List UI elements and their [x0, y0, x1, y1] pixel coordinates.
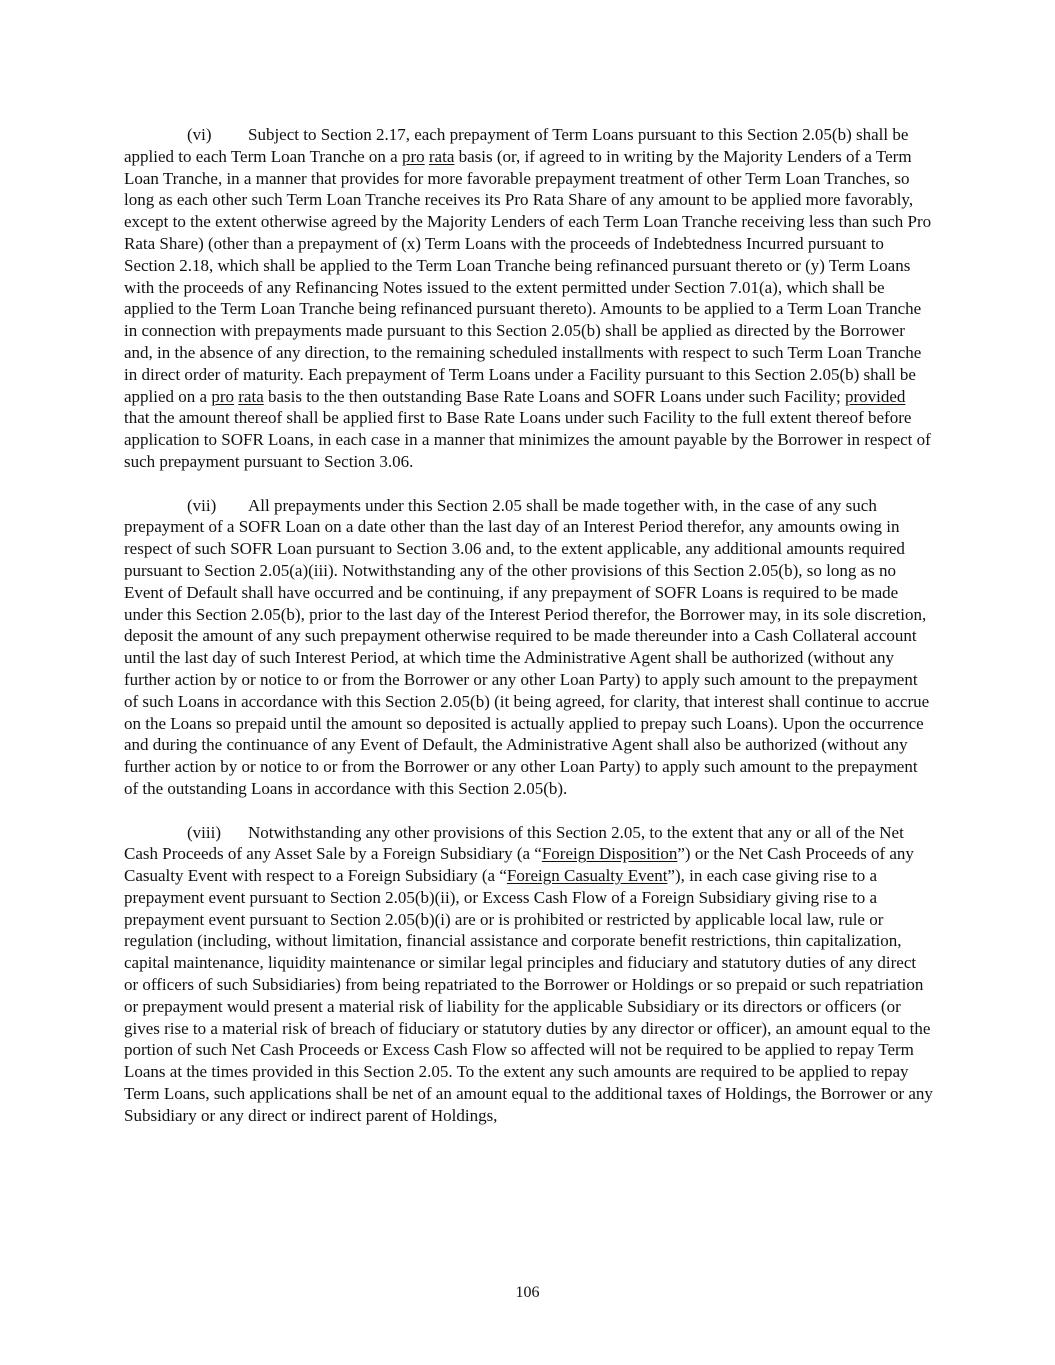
paragraph-text: Notwithstanding any other provisions of this Section 2.05, to the extent that any or all of the Net Cash Proceeds of any Asset Sale by a Foreign Subsidiary (a “ [124, 822, 904, 864]
paragraph-text: that the amount thereof shall be applied first to Base Rate Loans under such Facility to the full extent thereof before application to SOFR Loans, in each case in a manner that minimizes the amount payable by the Borrower in respect of such prepayment pursuant to Section 3.06. [124, 408, 931, 471]
paragraph-text: basis to the then outstanding Base Rate Loans and SOFR Loans under such Facility; [263, 386, 845, 406]
paragraph-text: ”) or the Net Cash Proceeds of any Casualty Event with respect to a Foreign Subsidiary (a “ [124, 844, 914, 886]
paragraph-viii [124, 822, 934, 1127]
page-number: 106 [515, 1284, 540, 1301]
paragraph-number: (viii) [187, 822, 221, 842]
paragraph-text: Subject to Section 2.17, each prepayment of Term Loans pursuant to this Section 2.05(b) shall be applied to each Term Loan Tranche on a [124, 125, 909, 166]
underlined-term: rata [238, 386, 264, 406]
paragraph-vi [124, 124, 934, 473]
document-page [124, 124, 934, 1148]
underlined-term: rata [428, 146, 455, 166]
underlined-term: provided [844, 386, 906, 406]
paragraph-text: basis (or, if agreed to in writing by the Majority Lenders of a Term Loan Tranche, in a manner that provides for more favorable prepayment treatment of other Term Loan Tranches, so long as each other such Term Loan Tranche receives its Pro Rata Share of any amount to be applied more favorably, except to the extent otherwise agreed by the Majority Lenders of each Term Loan Tranche receiving less than such Pro Rata Share) (other than a prepayment of (x) Term Loans with the proceeds of Indebtedness Incurred pursuant to Section 2.18, which shall be applied to the Term Loan Tranche being refinanced pursuant thereto or (y) Term Loans with the proceeds of any Refinancing Notes issued to the extent permitted under Section 7.01(a), which shall be applied to the Term Loan Tranche being refinanced pursuant thereto). Amounts to be applied to a Term Loan Tranche in connection with prepayments made pursuant to this Section 2.05(b) shall be applied as directed by the Borrower and, in the absence of any direction, to the remaining scheduled installments with respect to such Term Loan Tranche in direct order of maturity. Each prepayment of Term Loans under a Facility pursuant to this Section 2.05(b) shall be applied on a [124, 146, 932, 406]
paragraph-vii [124, 495, 934, 800]
paragraph-number: (vi) [187, 125, 212, 144]
paragraph-text: ”), in each case giving rise to a prepayment event pursuant to Section 2.05(b)(ii), or Excess Cash Flow of a Foreign Subsidiary giving rise to a prepayment event pursuant to Section 2.05(b)(i) are or is prohibited or restricted by applicable local law, rule or regulation (including, without limitation, financial assistance and corporate benefit restrictions, thin capitalization, capital maintenance, liquidity maintenance or similar legal principles and fiduciary and statutory duties of any direct or officers of such Subsidiaries) from being repatriated to the Borrower or Holdings or so prepaid or such repatriation or prepayment would present a material risk of liability for the applicable Subsidiary or its directors or officers (or gives rise to a material risk of breach of fiduciary or statutory duties by any director or officer), an amount equal to the portion of such Net Cash Proceeds or Excess Cash Flow so affected will not be required to be applied to repay Term Loans at the times provided in this Section 2.05. To the extent any such amounts are required to be applied to repay Term Loans, such applications shall be net of an amount equal to the additional taxes of Holdings, the Borrower or any Subsidiary or any direct or indirect parent of Holdings, [124, 866, 933, 1125]
paragraph-text: All prepayments under this Section 2.05 shall be made together with, in the case of any such prepayment of a SOFR Loan on a date other than the last day of an Interest Period therefor, any amounts owing in respect of such SOFR Loan pursuant to Section 3.06 and, to the extent applicable, any additional amounts required pursuant to Section 2.05(a)(iii). Notwithstanding any of the other provisions of this Section 2.05(b), so long as no Event of Default shall have occurred and be continuing, if any prepayment of SOFR Loans is required to be made under this Section 2.05(b), prior to the last day of the Interest Period therefor, the Borrower may, in its sole discretion, deposit the amount of any such prepayment otherwise required to be made thereunder into a Cash Collateral account until the last day of such Interest Period, at which time the Administrative Agent shall be authorized (without any further action by or notice to or from the Borrower or any other Loan Party) to apply such amount to the prepayment of such Loans in accordance with this Section 2.05(b) (it being agreed, for clarity, that interest shall continue to accrue on the Loans so prepaid until the amount so deposited is actually applied to prepay such Loans). Upon the occurrence and during the continuance of any Event of Default, the Administrative Agent shall also be authorized (without any further action by or notice to or from the Borrower or any other Loan Party) to apply such amount to the prepayment of the outstanding Loans in accordance with this Section 2.05(b). [124, 495, 930, 798]
paragraph-number: (vii) [187, 495, 217, 515]
underlined-term: Foreign Disposition [541, 844, 678, 864]
underlined-term: pro [211, 386, 235, 406]
underlined-term: pro [401, 146, 425, 166]
underlined-term: Foreign Casualty Event [506, 866, 668, 886]
